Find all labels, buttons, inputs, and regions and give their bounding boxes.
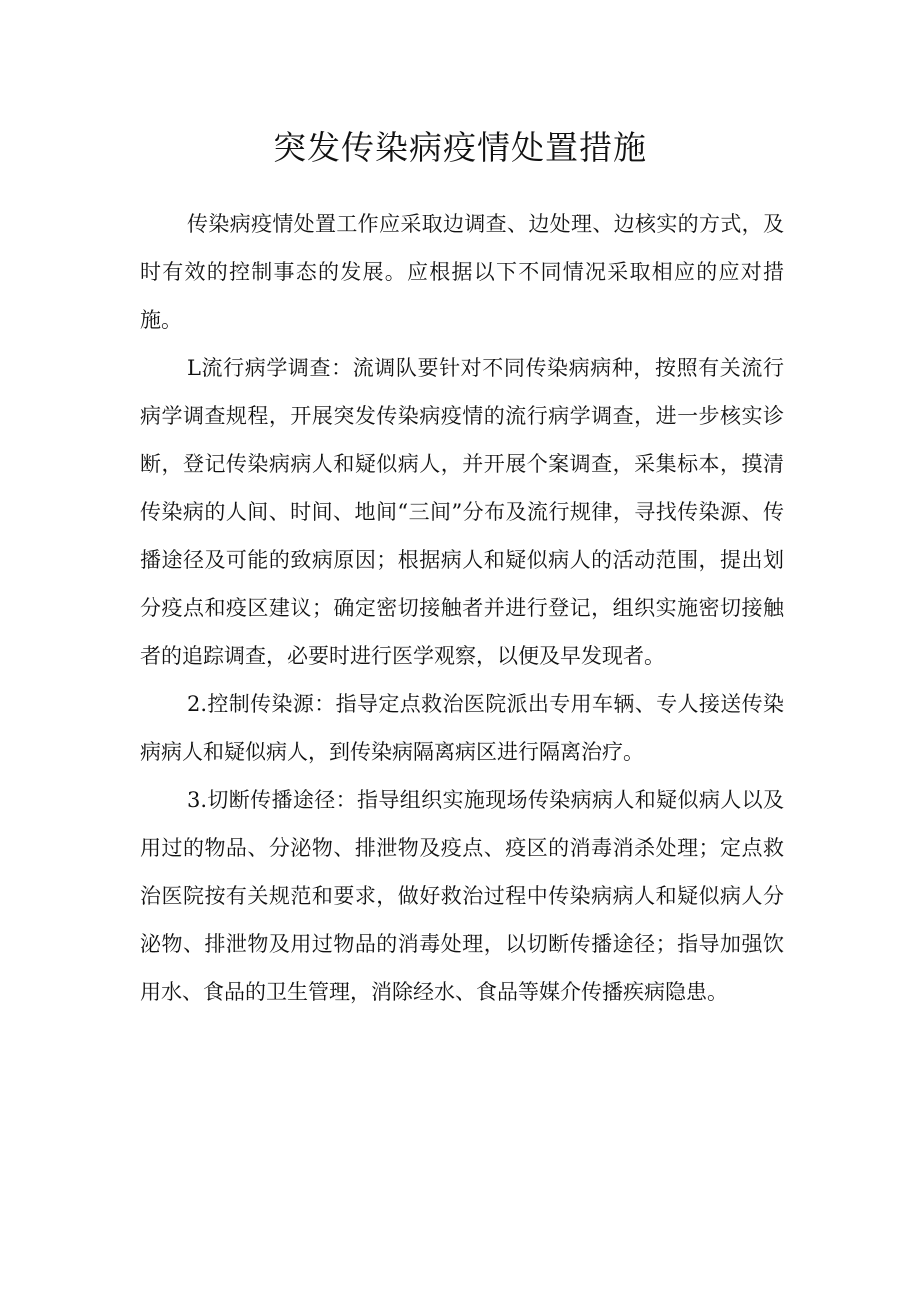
paragraph-cut-transmission-route: 3.切断传播途径：指导组织实施现场传染病病人和疑似病人以及用过的物品、分泌物、排泄物及疫点、疫区的消毒消杀处理；定点救治医院按有关规范和要求，做好救治过程中传染病病人和疑似病人分泌物、排泄物及用过物品的消毒处理，以切断传播途径；指导加强饮用水、食品的卫生管理，消除经水、食品等媒介传播疾病隐患。 [140,788,784,1004]
paragraph-intro: 传染病疫情处置工作应采取边调查、边处理、边核实的方式，及时有效的控制事态的发展。应根据以下不同情况采取相应的应对措施。 [140,212,784,332]
document-title: 突发传染病疫情处置措施 [273,128,647,167]
document-body [140,200,784,1016]
paragraph-epidemiological-investigation: L流行病学调查：流调队要针对不同传染病病种，按照有关流行病学调查规程，开展突发传染病疫情的流行病学调查，进一步核实诊断，登记传染病病人和疑似病人，并开展个案调查，采集标本，摸清传染病的人间、时间、地间“三间”分布及流行规律，寻找传染源、传播途径及可能的致病原因；根据病人和疑似病人的活动范围，提出划分疫点和疫区建议；确定密切接触者并进行登记，组织实施密切接触者的追踪调查，必要时进行医学观察，以便及早发现者。 [140,356,784,668]
paragraph-control-infection-source: 2.控制传染源：指导定点救治医院派出专用车辆、专人接送传染病病人和疑似病人，到传染病隔离病区进行隔离治疗。 [140,692,784,764]
